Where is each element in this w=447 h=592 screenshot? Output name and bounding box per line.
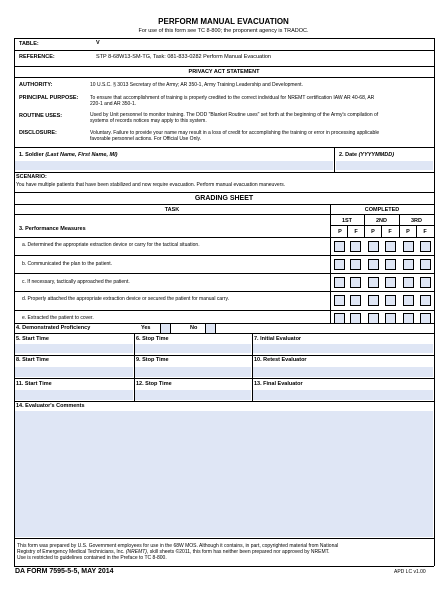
field-10-label: 10. Retest Evaluator bbox=[254, 357, 307, 363]
task-c-3rd-pass-checkbox[interactable] bbox=[403, 277, 414, 288]
task-c-2nd-pass-checkbox[interactable] bbox=[368, 277, 379, 288]
routine-label: ROUTINE USES: bbox=[19, 113, 63, 119]
grading-heading: GRADING SHEET bbox=[194, 195, 254, 202]
soldier-name-field[interactable] bbox=[15, 161, 333, 170]
start-time-field-2[interactable] bbox=[15, 367, 133, 377]
task-d-2nd-fail-checkbox[interactable] bbox=[385, 295, 396, 306]
attempt-2nd: 2ND bbox=[375, 218, 387, 224]
evaluator-comments-field[interactable] bbox=[15, 411, 433, 537]
completed-header: COMPLETED bbox=[364, 207, 400, 213]
pf-3-pass: P bbox=[406, 229, 410, 235]
table-value: V bbox=[96, 40, 100, 46]
task-b-1st-fail-checkbox[interactable] bbox=[350, 259, 361, 270]
field-7-label: 7. Initial Evaluator bbox=[254, 336, 302, 342]
soldier-label: 1. Soldier (Last Name, First Name, MI) bbox=[19, 152, 118, 158]
disclosure-label: DISCLOSURE: bbox=[19, 130, 57, 136]
authority-label: AUTHORITY: bbox=[19, 82, 53, 88]
pf-3-fail: F bbox=[423, 229, 427, 235]
task-d-3rd-pass-checkbox[interactable] bbox=[403, 295, 414, 306]
field-11-label: 11. Start Time bbox=[16, 381, 52, 387]
task-b-2nd-fail-checkbox[interactable] bbox=[385, 259, 396, 270]
scenario-label: SCENARIO: bbox=[16, 174, 47, 180]
field-13-label: 13. Final Evaluator bbox=[254, 381, 303, 387]
attempt-1st: 1ST bbox=[341, 218, 353, 224]
task-b-3rd-fail-checkbox[interactable] bbox=[420, 259, 431, 270]
task-d-1st-pass-checkbox[interactable] bbox=[334, 295, 345, 306]
purpose-text: To ensure that accomplishment of training is properly credited to the correct individual for NREMT certification IAW AR 40-68, AR 220-1 and AR 350-1. bbox=[90, 95, 375, 107]
task-a-2nd-fail-checkbox[interactable] bbox=[385, 241, 396, 252]
proficiency-label: 4. Demonstrated Proficiency bbox=[16, 325, 91, 331]
proficiency-no-label: No bbox=[190, 325, 198, 331]
task-b-3rd-pass-checkbox[interactable] bbox=[403, 259, 414, 270]
start-time-field-3[interactable] bbox=[15, 390, 133, 400]
pf-2-fail: F bbox=[388, 229, 392, 235]
stop-time-field-2[interactable] bbox=[135, 367, 251, 377]
task-b-1st-pass-checkbox[interactable] bbox=[334, 259, 345, 270]
task-a-2nd-pass-checkbox[interactable] bbox=[368, 241, 379, 252]
field-9-label: 9. Stop Time bbox=[136, 357, 169, 363]
field-6-label: 6. Stop Time bbox=[136, 336, 169, 342]
pf-2-pass: P bbox=[371, 229, 375, 235]
task-row-a: a. Determined the appropriate extraction device or carry for the tactical situation. bbox=[22, 242, 200, 248]
footer-notice: This form was prepared by U.S. Government employees for use in the 68W MOS. Although it contains, in part, copyrighted material from National Registry of Emergency Medical Technicians, Inc. (NREMT), skill sheets ©2011, this form has neither been prepared nor approved by NREMT. Use is restricted to guidelines contained in the Preface to TC 8-800. bbox=[17, 543, 339, 561]
task-c-1st-pass-checkbox[interactable] bbox=[334, 277, 345, 288]
performance-measures-label: 3. Performance Measures bbox=[19, 226, 86, 232]
task-row-d: d. Properly attached the appropriate extraction device or secured the patient for manual carry. bbox=[22, 296, 229, 302]
pf-1-fail: F bbox=[354, 229, 358, 235]
field-14-label: 14. Evaluator's Comments bbox=[16, 403, 85, 409]
form-id: DA FORM 7595-5-5, MAY 2014 bbox=[15, 568, 114, 575]
form-version: APD LC v1.00 bbox=[394, 569, 426, 575]
task-b-2nd-pass-checkbox[interactable] bbox=[368, 259, 379, 270]
reference-value: STP 8-68W13-SM-TG, Task: 081-833-0282 Perform Manual Evacuation bbox=[96, 54, 271, 60]
routine-text: Used by Unit personnel to monitor training. The DOD "Blanket Routine uses" set forth at the beginning of the Army's compilation of systems of records notices may apply to this system. bbox=[90, 112, 379, 124]
task-a-3rd-fail-checkbox[interactable] bbox=[420, 241, 431, 252]
stop-time-field-3[interactable] bbox=[135, 390, 251, 400]
task-d-3rd-fail-checkbox[interactable] bbox=[420, 295, 431, 306]
date-field[interactable] bbox=[336, 161, 433, 170]
authority-text: 10 U.S.C. § 3013 Secretary of the Army; AR 350-1, Army Training Leadership and Development. bbox=[90, 82, 303, 88]
task-a-3rd-pass-checkbox[interactable] bbox=[403, 241, 414, 252]
form-subtitle: For use of this form see TC 8-800; the proponent agency is TRADOC. bbox=[138, 28, 309, 34]
proficiency-yes-label: Yes bbox=[141, 325, 151, 331]
task-row-b: b. Communicated the plan to the patient. bbox=[22, 261, 113, 267]
initial-evaluator-field[interactable] bbox=[253, 344, 433, 353]
field-5-label: 5. Start Time bbox=[16, 336, 49, 342]
task-d-2nd-pass-checkbox[interactable] bbox=[368, 295, 379, 306]
field-12-label: 12. Stop Time bbox=[136, 381, 172, 387]
privacy-heading: PRIVACY ACT STATEMENT bbox=[188, 69, 260, 75]
task-c-3rd-fail-checkbox[interactable] bbox=[420, 277, 431, 288]
task-d-1st-fail-checkbox[interactable] bbox=[350, 295, 361, 306]
disclosure-text: Voluntary. Failure to provide your name may result in a loss of credit for accomplishing the training or error in processing applicable favorable personnel actions. For Official Use Only. bbox=[90, 130, 380, 142]
task-c-2nd-fail-checkbox[interactable] bbox=[385, 277, 396, 288]
pf-1-pass: P bbox=[338, 229, 342, 235]
task-header: TASK bbox=[164, 207, 180, 213]
task-a-1st-pass-checkbox[interactable] bbox=[334, 241, 345, 252]
field-8-label: 8. Start Time bbox=[16, 357, 49, 363]
task-row-c: c. If necessary, tactically approached the patient. bbox=[22, 279, 130, 285]
attempt-3rd: 3RD bbox=[410, 218, 422, 224]
form-title: PERFORM MANUAL EVACUATION bbox=[158, 17, 289, 26]
task-row-e: e. Extracted the patient to cover. bbox=[22, 315, 94, 321]
reference-label: REFERENCE: bbox=[19, 54, 55, 60]
purpose-label: PRINCIPAL PURPOSE: bbox=[19, 95, 79, 101]
stop-time-field-1[interactable] bbox=[135, 344, 251, 353]
date-label: 2. Date (YYYYMMDD) bbox=[339, 152, 395, 158]
final-evaluator-field[interactable] bbox=[253, 390, 433, 400]
retest-evaluator-field[interactable] bbox=[253, 367, 433, 377]
task-a-1st-fail-checkbox[interactable] bbox=[350, 241, 361, 252]
start-time-field-1[interactable] bbox=[15, 344, 133, 353]
table-label: TABLE: bbox=[19, 41, 39, 47]
task-c-1st-fail-checkbox[interactable] bbox=[350, 277, 361, 288]
scenario-text: You have multiple patients that have been stabilized and now require evacuation. Perform manual evacuation maneuvers. bbox=[16, 182, 286, 188]
